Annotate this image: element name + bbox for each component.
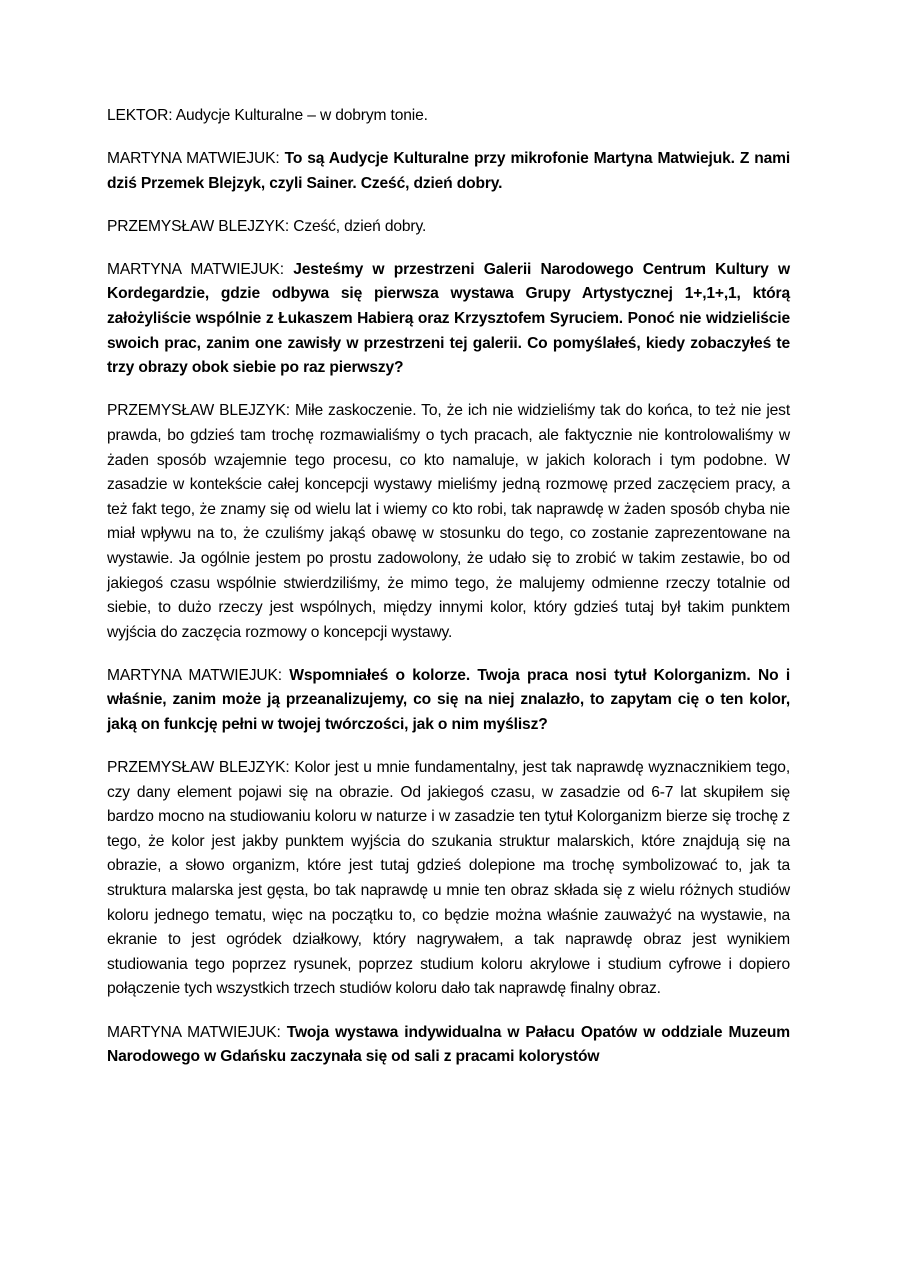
speaker-label: PRZEMYSŁAW BLEJZYK: (107, 759, 290, 777)
speaker-label: MARTYNA MATWIEJUK: (107, 1023, 281, 1041)
transcript-paragraph (107, 215, 790, 240)
speaker-label: PRZEMYSŁAW BLEJZYK: (107, 217, 290, 235)
speaker-label: PRZEMYSŁAW BLEJZYK: (107, 402, 290, 420)
transcript-paragraph (107, 399, 790, 645)
speaker-label: LEKTOR: (107, 107, 173, 124)
transcript-paragraph (107, 664, 790, 738)
speech-text: Cześć, dzień dobry. (293, 217, 427, 235)
speech-text: Jesteśmy w przestrzeni Galerii Narodowego Centrum Kultury w Kordegardzie, gdzie odbywa się pierwsza wystawa Grupy Artystycznej 1+,1+,1, którą założyliście wspólnie z Łukaszem Habierą oraz Krzysztofem Syruciem. Ponoć nie widzieliście swoich prac, zanim one zawisły w przestrzeni tej galerii. Co pomyślałeś, kiedy zobaczyłeś te trzy obrazy obok siebie po raz pierwszy? (107, 260, 790, 377)
transcript-paragraph (107, 1021, 790, 1070)
transcript-paragraph (107, 258, 790, 381)
speaker-label: MARTYNA MATWIEJUK: (107, 260, 284, 278)
transcript (107, 104, 790, 1070)
transcript-paragraph (107, 104, 790, 129)
speaker-label: MARTYNA MATWIEJUK: (107, 666, 282, 684)
speech-text: Audycje Kulturalne – w dobrym tonie. (175, 107, 428, 124)
speech-text: Miłe zaskoczenie. To, że ich nie widzieliśmy tak do końca, to też nie jest prawda, bo gdzieś tam trochę rozmawialiśmy o tych pracach, ale faktycznie nie kontrolowaliśmy w żaden sposób wzajemnie tego procesu, co kto namaluje, w jakich kolorach i tym podobne. W zasadzie w kontekście całej koncepcji wystawy mieliśmy jedną rozmowę przed zaczęciem pracy, a też fakt tego, że znamy się od wielu lat i wiemy co kto robi, tak naprawdę w żaden sposób chyba nie miał wpływu na to, że czuliśmy jakąś obawę w stosunku do tego, co zostanie zaprezentowane na wystawie. Ja ogólnie jestem po prostu zadowolony, że udało się to zrobić w takim zestawie, bo od jakiegoś czasu wspólnie stwierdziliśmy, że mimo tego, że malujemy odmienne rzeczy totalnie od siebie, to dużo rzeczy jest wspólnych, między innymi kolor, który gdzieś tutaj był takim punktem wyjścia do zaczęcia rozmowy o koncepcji wystawy. (107, 402, 791, 641)
speech-text: Wspomniałeś o kolorze. Twoja praca nosi tytuł Kolorganizm. No i właśnie, zanim może ją przeanalizujemy, co się na niej znalazło, to zapytam cię o ten kolor, jaką on funkcję pełni w twojej twórczości, jak o nim myślisz? (107, 666, 790, 733)
speech-text: Kolor jest u mnie fundamentalny, jest tak naprawdę wyznacznikiem tego, czy dany element pojawi się na obrazie. Od jakiegoś czasu, w zasadzie od 6-7 lat skupiłem się bardzo mocno na studiowaniu koloru w naturze i w zasadzie ten tytuł Kolorganizm bierze się trochę z tego, że kolor jest jakby punktem wyjścia do szukania struktur malarskich, które znajdują się na obrazie, a słowo organizm, które jest tutaj gdzieś dolepione ma trochę symbolizować to, jak ta struktura malarska jest gęsta, bo tak naprawdę u mnie ten obraz składa się z wielu różnych studiów koloru jednego tematu, więc na początku to, co będzie można właśnie zauważyć na wystawie, na ekranie to jest ogródek działkowy, który nagrywałem, a tak naprawdę obraz jest wynikiem studiowania tego poprzez rysunek, poprzez studium koloru akrylowe i studium cyfrowe i dopiero połączenie tych wszystkich trzech studiów koloru dało tak naprawdę finalny obraz. (107, 759, 790, 998)
speech-text: To są Audycje Kulturalne przy mikrofonie Martyna Matwiejuk. Z nami dziś Przemek Blejzyk, czyli Sainer. Cześć, dzień dobry. (107, 150, 791, 192)
speech-text: Twoja wystawa indywidualna w Pałacu Opatów w oddziale Muzeum Narodowego w Gdańsku zaczynała się od sali z pracami kolorystów (107, 1023, 791, 1066)
speaker-label: MARTYNA MATWIEJUK: (107, 150, 280, 168)
transcript-paragraph (107, 147, 790, 196)
transcript-paragraph (107, 756, 790, 1002)
